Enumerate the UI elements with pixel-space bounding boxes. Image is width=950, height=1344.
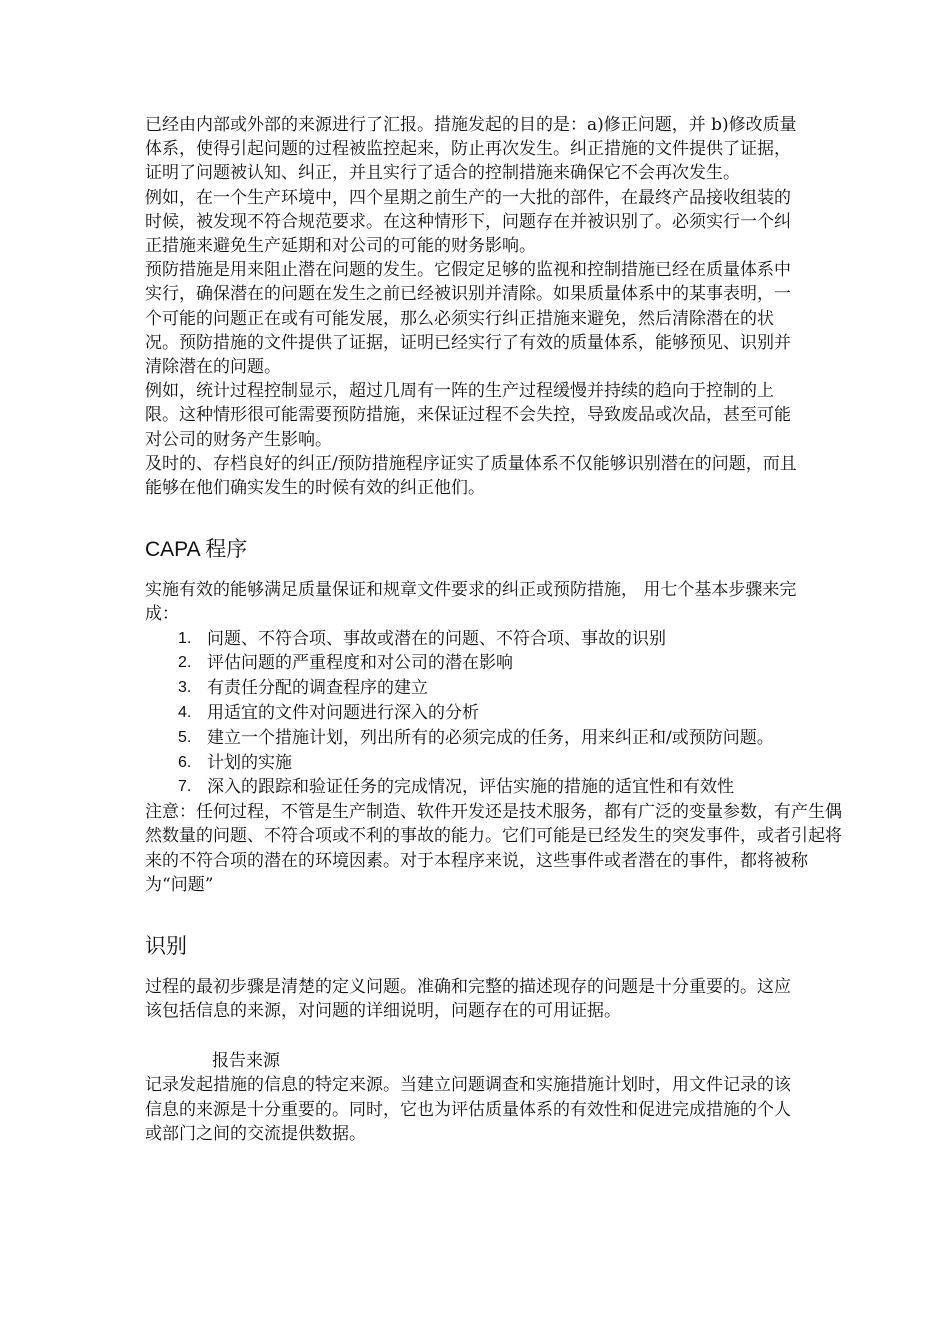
identify-heading: 识别 xyxy=(145,935,187,959)
step-number: 7. xyxy=(178,778,192,796)
step-text: 计划的实施 xyxy=(207,752,292,773)
intro-paragraph-5: 及时的、存档良好的纠正/预防措施程序证实了质量体系不仅能够识别潜在的问题，而且能够在他们确实发生的时候有效的纠正他们。 xyxy=(145,453,797,499)
step-number: 3. xyxy=(178,679,192,697)
intro-paragraph-2: 例如，在一个生产环境中，四个星期之前生产的一大批的部件，在最终产品接收组装的时候，被发现不符合规范要求。在这种情形下，问题存在并被识别了。必须实行一个纠正措施来避免生产延期和对公司的可能的财务影响。 xyxy=(145,187,791,257)
capa-step xyxy=(145,651,807,676)
capa-step xyxy=(145,676,807,701)
step-text: 用适宜的文件对问题进行深入的分析 xyxy=(207,703,479,724)
capa-note-paragraph: 注意：任何过程，不管是生产制造、软件开发还是技术服务，都有广泛的变量参数，有产生偶然数量的问题、不符合项或不利的事故的能力。它们可能是已经发生的突发事件，或者引起将来的不符合项的潜在的环境因素。对于本程序来说，这些事件或者潜在的事件，都将被称为“问题” xyxy=(145,802,842,895)
step-number: 1. xyxy=(178,629,192,647)
capa-step xyxy=(145,701,807,726)
capa-step xyxy=(145,751,807,776)
capa-step xyxy=(145,775,807,800)
intro-paragraph-4: 例如，统计过程控制显示，超过几周有一阵的生产过程缓慢并持续的趋向于控制的上限。这种情形很可能需要预防措施，来保证过程不会失控，导致废品或次品，甚至可能对公司的财务产生影响。 xyxy=(145,381,791,450)
capa-heading: CAPA 程序 xyxy=(145,538,248,562)
capa-step xyxy=(145,627,807,652)
step-number: 4. xyxy=(178,704,192,722)
report-source-subheading: 报告来源 xyxy=(212,1051,280,1072)
capa-lead-paragraph: 实施有效的能够满足质量保证和规章文件要求的纠正或预防措施， 用七个基本步骤来完成： xyxy=(145,580,797,625)
step-text: 问题、不符合项、事故或潜在的问题、不符合项、事故的识别 xyxy=(207,628,666,649)
step-text: 深入的跟踪和验证任务的完成情况，评估实施的措施的适宜性和有效性 xyxy=(207,777,734,798)
intro-paragraph-3: 预防措施是用来阻止潜在问题的发生。它假定足够的监视和控制措施已经在质量体系中实行，确保潜在的问题在发生之前已经被识别并清除。如果质量体系中的某事表明，一个可能的问题正在或有可能发展，那么必须实行纠正措施来避免，然后清除潜在的状况。预防措施的文件提供了证据，证明已经实行了有效的质量体系，能够预见、识别并清除潜在的问题。 xyxy=(145,260,791,378)
intro-paragraph-1: 已经由内部或外部的来源进行了汇报。措施发起的目的是：a)修正问题，并 b)修改质量体系，使得引起问题的过程被监控起来，防止再次发生。纠正措施的文件提供了证据，证明了问题被认知、纠正，并且实行了适合的控制措施来确保它不会再次发生。 xyxy=(145,115,797,184)
document-page xyxy=(145,113,845,1146)
identify-paragraph: 过程的最初步骤是清楚的定义问题。准确和完整的描述现存的问题是十分重要的。这应该包括信息的来源，对问题的详细说明，问题存在的可用证据。 xyxy=(145,977,791,1022)
step-number: 6. xyxy=(178,753,192,771)
step-text: 建立一个措施计划，列出所有的必须完成的任务，用来纠正和/或预防问题。 xyxy=(207,727,774,748)
step-text: 有责任分配的调查程序的建立 xyxy=(207,678,428,699)
step-number: 5. xyxy=(178,728,192,746)
step-number: 2. xyxy=(178,654,192,672)
step-text: 评估问题的严重程度和对公司的潜在影响 xyxy=(207,653,513,674)
capa-step xyxy=(145,726,807,751)
report-source-paragraph: 记录发起措施的信息的特定来源。当建立问题调查和实施措施计划时，用文件记录的该信息的来源是十分重要的。同时，它也为评估质量体系的有效性和促进完成措施的个人或部门之间的交流提供数据。 xyxy=(145,1075,791,1144)
capa-steps-list xyxy=(145,627,807,801)
